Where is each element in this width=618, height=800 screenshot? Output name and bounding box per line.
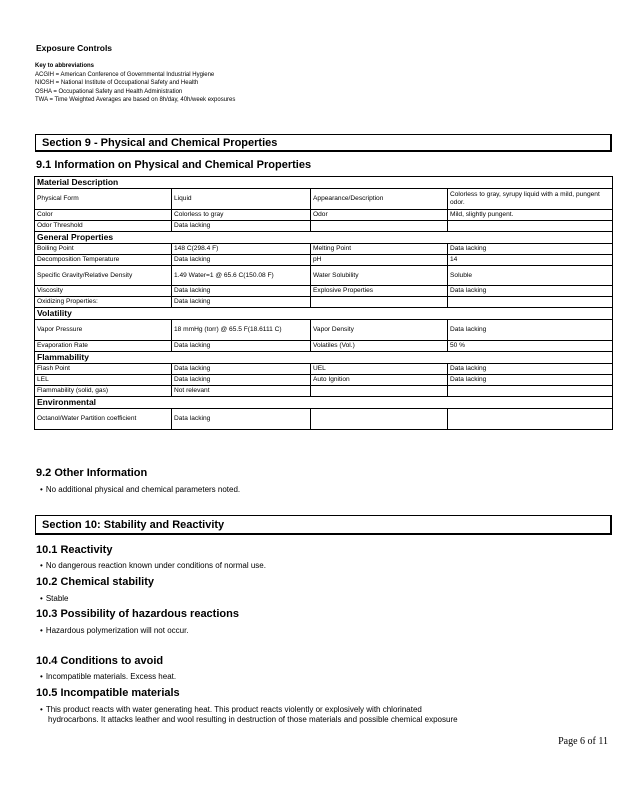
table-cell: 14	[448, 255, 613, 266]
table-cell: Explosive Properties	[311, 286, 448, 297]
group-flammability: Flammability	[35, 352, 613, 364]
subsection-9-2-heading: 9.2 Other Information	[36, 467, 148, 479]
bullet-10-5-continuation: hydrocarbons. It attacks leather and wool resulting in destruction of those materials and possible chemical exposure	[48, 715, 458, 724]
bullet-10-4: • Incompatible materials. Excess heat.	[40, 672, 176, 682]
table-cell: Vapor Density	[311, 320, 448, 341]
table-cell: Data lacking	[172, 409, 311, 430]
table-cell	[448, 221, 613, 232]
heading-10-4: 10.4 Conditions to avoid	[36, 655, 164, 667]
bullet-10-1: • No dangerous reaction known under conditions of normal use.	[40, 561, 266, 571]
table-cell: Data lacking	[172, 341, 311, 352]
table-cell: Specific Gravity/Relative Density	[35, 266, 172, 286]
heading-10-2: 10.2 Chemical stability	[36, 576, 154, 588]
table-cell: Data lacking	[448, 244, 613, 255]
table-cell: Not relevant	[172, 386, 311, 397]
table-cell	[311, 297, 448, 308]
table-cell: Odor	[311, 210, 448, 221]
table-cell: Data lacking	[172, 221, 311, 232]
heading-10-3: 10.3 Possibility of hazardous reactions	[36, 608, 239, 620]
table-cell: Mild, slightly pungent.	[448, 210, 613, 221]
table-cell	[311, 409, 448, 430]
table-cell: pH	[311, 255, 448, 266]
table-cell: Decomposition Temperature	[35, 255, 172, 266]
table-cell: Flammability (solid, gas)	[35, 386, 172, 397]
table-cell: Melting Point	[311, 244, 448, 255]
bullet-10-3: • Hazardous polymerization will not occur.	[40, 626, 189, 636]
table-cell: Colorless to gray, syrupy liquid with a mild, pungent odor.	[448, 189, 613, 210]
abbr-line: TWA = Time Weighted Averages are based on 8h/day, 40h/week exposures	[35, 97, 236, 104]
table-cell: Soluble	[448, 266, 613, 286]
table-cell	[448, 409, 613, 430]
abbr-line: ACGIH = American Conference of Governmental Industrial Hygiene	[35, 71, 215, 78]
table-cell: Evaporation Rate	[35, 341, 172, 352]
group-general-properties: General Properties	[35, 232, 613, 244]
table-cell: Data lacking	[448, 320, 613, 341]
section-9-title: Section 9 - Physical and Chemical Properties	[35, 134, 612, 152]
bullet-10-5: • This product reacts with water generating heat. This product reacts violently or explosively with chlorinated	[40, 705, 422, 715]
abbreviations-key-title: Key to abbreviations	[35, 63, 95, 69]
table-cell: Oxidizing Properties:	[35, 297, 172, 308]
table-cell: Viscosity	[35, 286, 172, 297]
heading-10-1: 10.1 Reactivity	[36, 544, 113, 556]
table-cell: Data lacking	[172, 286, 311, 297]
table-cell: Data lacking	[172, 375, 311, 386]
table-cell: Physical Form	[35, 189, 172, 210]
table-cell: Flash Point	[35, 364, 172, 375]
table-cell: Data lacking	[448, 286, 613, 297]
bullet-10-2: • Stable	[40, 594, 69, 604]
table-cell: 18 mmHg (torr) @ 65.5 F(18.6111 C)	[172, 320, 311, 341]
table-cell: Volatiles (Vol.)	[311, 341, 448, 352]
table-cell: Water Solubility	[311, 266, 448, 286]
table-cell: Data lacking	[448, 364, 613, 375]
exposure-controls-heading: Exposure Controls	[36, 43, 113, 53]
table-cell: Colorless to gray	[172, 210, 311, 221]
table-cell: Liquid	[172, 189, 311, 210]
table-cell: 148 C(298.4 F)	[172, 244, 311, 255]
table-cell: Data lacking	[172, 255, 311, 266]
group-environmental: Environmental	[35, 397, 613, 409]
table-cell: 1.49 Water=1 @ 65.6 C(150.08 F)	[172, 266, 311, 286]
abbreviations-block	[35, 62, 235, 105]
table-cell: Appearance/Description	[311, 189, 448, 210]
table-cell: UEL	[311, 364, 448, 375]
table-cell: Vapor Pressure	[35, 320, 172, 341]
table-cell: Color	[35, 210, 172, 221]
table-cell: Data lacking	[172, 297, 311, 308]
table-cell: LEL	[35, 375, 172, 386]
abbr-line: OSHA = Occupational Safety and Health Administration	[35, 88, 183, 95]
table-cell: Odor Threshold	[35, 221, 172, 232]
heading-10-5: 10.5 Incompatible materials	[36, 687, 180, 699]
table-cell	[311, 221, 448, 232]
table-cell	[448, 297, 613, 308]
page-number: Page 6 of 11	[558, 736, 608, 747]
abbr-line: NIOSH = National Institute of Occupational Safety and Health	[35, 80, 199, 87]
section-10-title: Section 10: Stability and Reactivity	[35, 515, 612, 535]
table-cell: Data lacking	[172, 364, 311, 375]
table-cell: Auto Ignition	[311, 375, 448, 386]
other-info-bullet: • No additional physical and chemical parameters noted.	[40, 485, 240, 495]
subsection-9-1-heading: 9.1 Information on Physical and Chemical Properties	[36, 159, 312, 171]
table-cell: Octanol/Water Partition coefficient	[35, 409, 172, 430]
group-volatility: Volatility	[35, 308, 613, 320]
group-material-description: Material Description	[35, 177, 613, 189]
table-cell	[448, 386, 613, 397]
properties-table	[34, 176, 613, 430]
table-cell	[311, 386, 448, 397]
table-cell: 50 %	[448, 341, 613, 352]
table-cell: Data lacking	[448, 375, 613, 386]
table-cell: Boiling Point	[35, 244, 172, 255]
